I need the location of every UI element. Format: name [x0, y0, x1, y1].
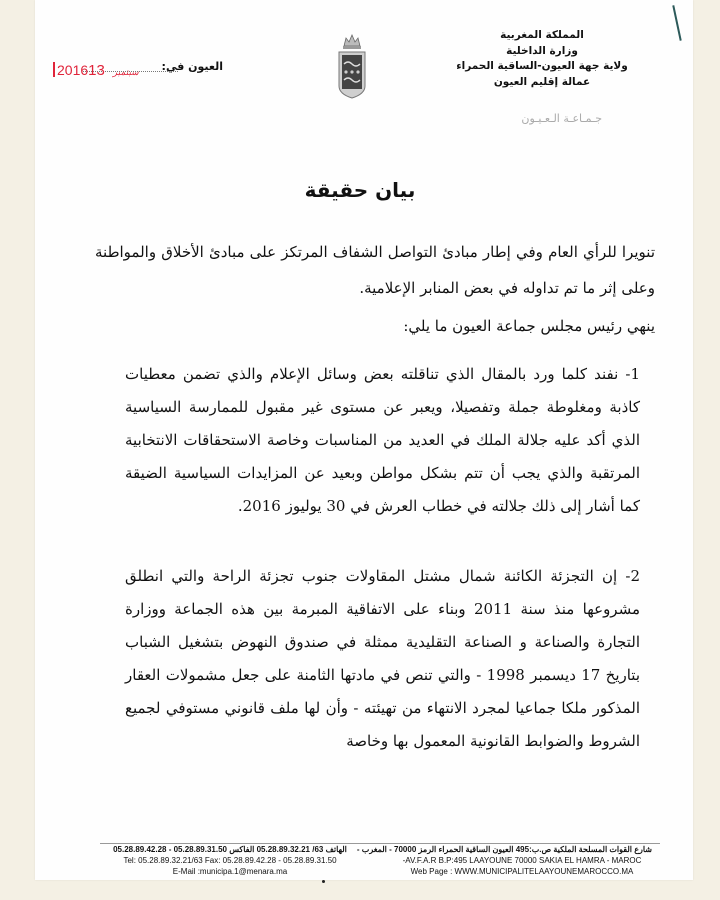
footer-email: E-Mail :municipa.1@menara.ma: [172, 867, 288, 876]
footer-phone-ar: الهاتف 63/ 05.28.89.32.21 الفاكس 05.28.89.31.50 - 05.28.89.42.28: [113, 845, 347, 854]
statement-item-2: 2- إن التجزئة الكائنة شمال مشتل المقاولات جنوب تجزئة الراحة والتي انطلق مشروعها منذ سنة 2011 وبناء على الاتفاقية المبرمة بين هذه الجماعة ووزارة التجارة والصناعة و الصناعة التقليدية ممثلة في صندوق النهوض بتشغيل الشباب بتاريخ 17 ديسمبر 1998 - والتي تنص في مادتها الثامنة على جعل مشمولات العقار المذكور ملكا جماعيا لمجرد الانتهاء من تهيئته - وأن لها ملف قانوني مستوفي لجميع الشروط والضوابط القانونية المعمول بها وخاصة: [125, 567, 641, 750]
org-line-province: عمالة إقليم العيون: [493, 75, 591, 88]
commune-name: جـمـاعـة الـعـيـون: [521, 112, 602, 125]
footer-address-ar: شارع القوات المسلحة الملكية ص.ب:495 العيون الساقية الحمراء الرمز 70000 - المغرب -: [356, 845, 652, 854]
date-stamp: [53, 62, 147, 79]
intro-paragraph: تنويرا للرأي العام وفي إطار مبادئ التواصل الشفاف المرتكز على مبادئ الأخلاق والمواطنة وعلى إثر ما تم تداوله في بعض المنابر الإعلامية.: [95, 243, 655, 297]
statement-item-1: 1- نفند كلما ورد بالمقال الذي تناقلته بعض وسائل الإعلام والذي تضمن معطيات كاذبة ومغلوطة جملة وتفصيلا، ويعبر عن مستوى غير مقبول للممارسة السياسية الذي أكد عليه جلالة الملك في العديد من المناسبات وخاصة الاستحقاقات الانتخابية المرتقبة والذي يجب أن تتم بشكل مواطن وبعيد عن المزايدات السياسية الضيقة كما أشار إلى ذلك جلالته في خطاب العرش في 30 يوليوز 2016.: [125, 365, 640, 515]
footer-address-fr: -AV.F.A.R B.P:495 LAAYOUNE 70000 SAKIA EL HAMRA - MAROC: [402, 856, 642, 865]
document-title: بيان حقيقة: [304, 178, 416, 202]
date-field: [53, 60, 223, 80]
org-line-ministry: وزارة الداخلية: [506, 44, 578, 57]
issuing-authority-block: [422, 28, 662, 90]
org-line-kingdom: المملكة المغربية: [500, 29, 584, 41]
footer-phone-fr: Tel: 05.28.89.32.21/63 Fax: 05.28.89.42.28 - 05.28.89.31.50: [123, 856, 337, 865]
footer-contact: [100, 844, 360, 877]
crown-icon: [343, 35, 361, 49]
coat-of-arms-icon: [335, 32, 369, 102]
intro-statement: ينهي رئيس مجلس جماعة العيون ما يلي:: [403, 317, 655, 335]
date-stamp-year: 2016: [57, 62, 89, 78]
date-label: العيون في:: [161, 60, 223, 73]
footer-web: Web Page : WWW.MUNICIPALITELAAYOUNEMAROCCO.MA: [410, 867, 634, 876]
scan-speck: [322, 880, 325, 883]
date-stamp-day: 13: [88, 62, 105, 79]
org-line-region: ولاية جهة العيون-الساقية الحمراء: [456, 60, 628, 72]
footer-address: [356, 844, 652, 877]
date-stamp-month: سبتمبر: [112, 67, 139, 77]
